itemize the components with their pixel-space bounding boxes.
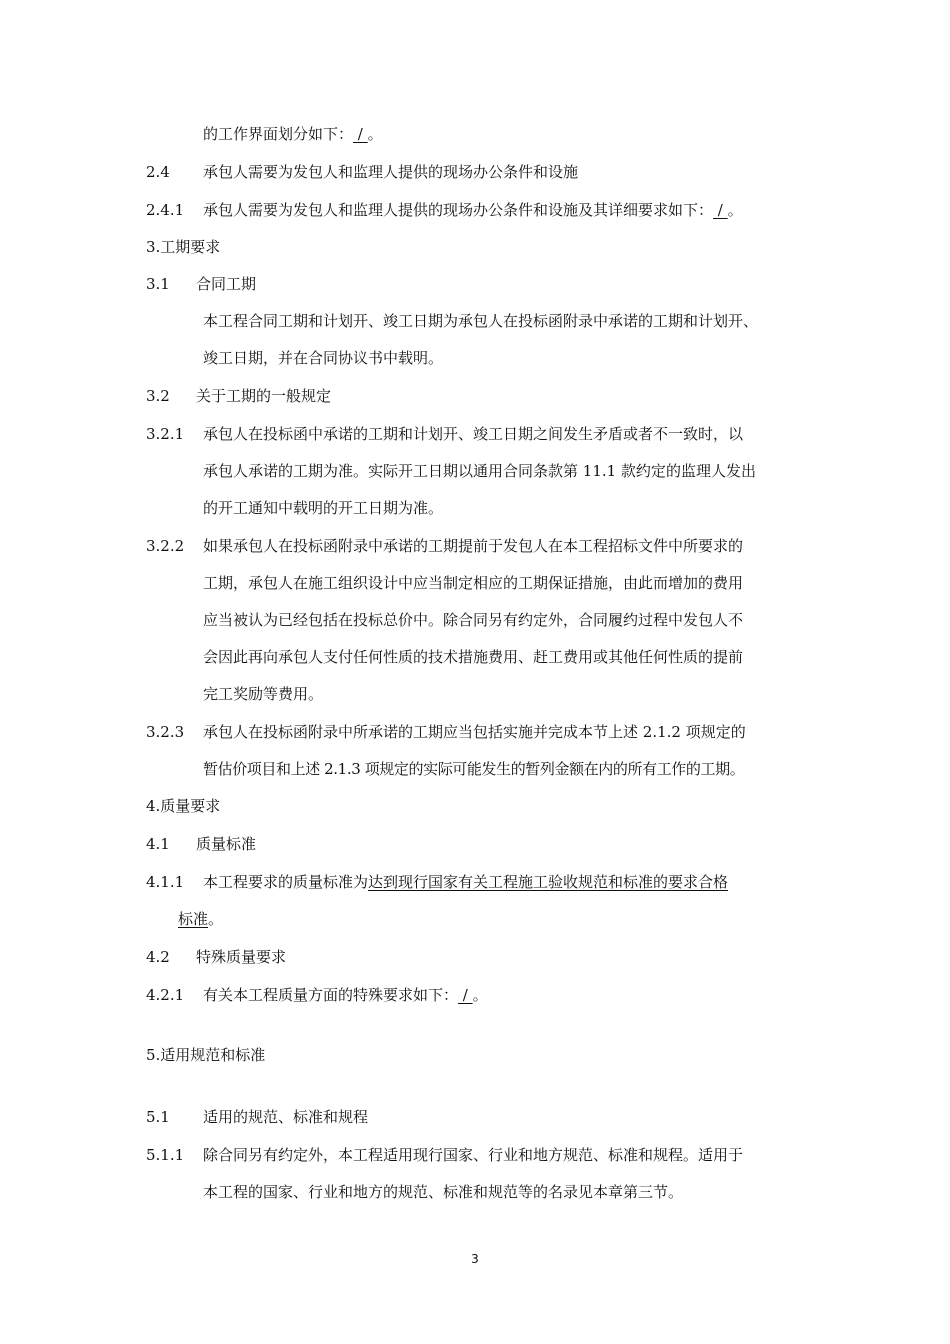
paragraph-line: 如果承包人在投标函附录中承诺的工期提前于发包人在本工程招标文件中所要求的 bbox=[203, 537, 744, 555]
section-title: 合同工期 bbox=[196, 275, 257, 293]
section-heading: 3.工期要求 bbox=[146, 238, 221, 256]
text-end: 。 bbox=[472, 986, 488, 1004]
section-number: 4.2.1 bbox=[146, 986, 185, 1004]
blank-field: / bbox=[353, 125, 368, 143]
section-number: 3.2.2 bbox=[146, 537, 185, 555]
paragraph-line: 工期，承包人在施工组织设计中应当制定相应的工期保证措施，由此而增加的费用 bbox=[203, 574, 744, 592]
text: 的工作界面划分如下： bbox=[203, 125, 354, 143]
section-title: 质量标准 bbox=[196, 835, 257, 853]
paragraph-line: 承包人承诺的工期为准。实际开工日期以通用合同条款第 11.1 款约定的监理人发出 bbox=[203, 462, 756, 480]
paragraph-line: 的开工通知中载明的开工日期为准。 bbox=[203, 499, 444, 517]
blank-field: / bbox=[713, 201, 728, 219]
paragraph-line: 会因此再向承包人支付任何性质的技术措施费用、赶工费用或其他任何性质的提前 bbox=[203, 648, 744, 666]
paragraph-line: 承包人在投标函附录中所承诺的工期应当包括实施并完成本节上述 2.1.2 项规定的 bbox=[203, 723, 746, 741]
section-number: 4.2 bbox=[146, 948, 170, 966]
section-number: 5.1.1 bbox=[146, 1146, 185, 1164]
text: 承包人需要为发包人和监理人提供的现场办公条件和设施及其详细要求如下： bbox=[203, 201, 714, 219]
text-end: 。 bbox=[208, 910, 224, 928]
text-line bbox=[203, 200, 743, 220]
text-end: 。 bbox=[727, 201, 743, 219]
section-number: 5.1 bbox=[146, 1108, 170, 1126]
text-line bbox=[178, 909, 223, 929]
paragraph-line: 承包人在投标函中承诺的工期和计划开、竣工日期之间发生矛盾或者不一致时，以 bbox=[203, 425, 744, 443]
section-number: 2.4.1 bbox=[146, 201, 185, 219]
section-title: 特殊质量要求 bbox=[196, 948, 287, 966]
text-line bbox=[203, 872, 728, 892]
page-number: 3 bbox=[471, 1252, 479, 1266]
section-number: 4.1.1 bbox=[146, 873, 185, 891]
section-title: 关于工期的一般规定 bbox=[196, 387, 332, 405]
paragraph-line: 应当被认为已经包括在投标总价中。除合同另有约定外，合同履约过程中发包人不 bbox=[203, 611, 744, 629]
section-number: 3.2.3 bbox=[146, 723, 185, 741]
paragraph-line: 本工程合同工期和计划开、竣工日期为承包人在投标函附录中承诺的工期和计划开、 bbox=[203, 312, 759, 330]
quality-standard-value: 标准 bbox=[178, 910, 209, 928]
text: 本工程要求的质量标准为 bbox=[203, 873, 369, 891]
paragraph-line: 竣工日期，并在合同协议书中载明。 bbox=[203, 349, 444, 367]
section-number: 3.2.1 bbox=[146, 425, 185, 443]
section-number: 4.1 bbox=[146, 835, 170, 853]
section-number: 3.2 bbox=[146, 387, 170, 405]
paragraph-line: 除合同另有约定外，本工程适用现行国家、行业和地方规范、标准和规程。适用于 bbox=[203, 1146, 744, 1164]
section-title: 承包人需要为发包人和监理人提供的现场办公条件和设施 bbox=[203, 163, 579, 181]
section-heading: 5.适用规范和标准 bbox=[146, 1046, 266, 1064]
text-end: 。 bbox=[367, 125, 383, 143]
section-number: 2.4 bbox=[146, 163, 170, 181]
text-line bbox=[203, 124, 383, 144]
paragraph-line: 完工奖励等费用。 bbox=[203, 685, 324, 703]
text: 有关本工程质量方面的特殊要求如下： bbox=[203, 986, 459, 1004]
text-line bbox=[203, 985, 488, 1005]
section-heading: 4.质量要求 bbox=[146, 797, 221, 815]
section-title: 适用的规范、标准和规程 bbox=[203, 1108, 369, 1126]
quality-standard-value: 达到现行国家有关工程施工验收规范和标准的要求合格 bbox=[368, 873, 729, 891]
paragraph-line: 暂估价项目和上述 2.1.3 项规定的实际可能发生的暂列金额在内的所有工作的工期。 bbox=[203, 760, 745, 778]
section-number: 3.1 bbox=[146, 275, 170, 293]
paragraph-line: 本工程的国家、行业和地方的规范、标准和规范等的名录见本章第三节。 bbox=[203, 1183, 684, 1201]
blank-field: / bbox=[458, 986, 473, 1004]
